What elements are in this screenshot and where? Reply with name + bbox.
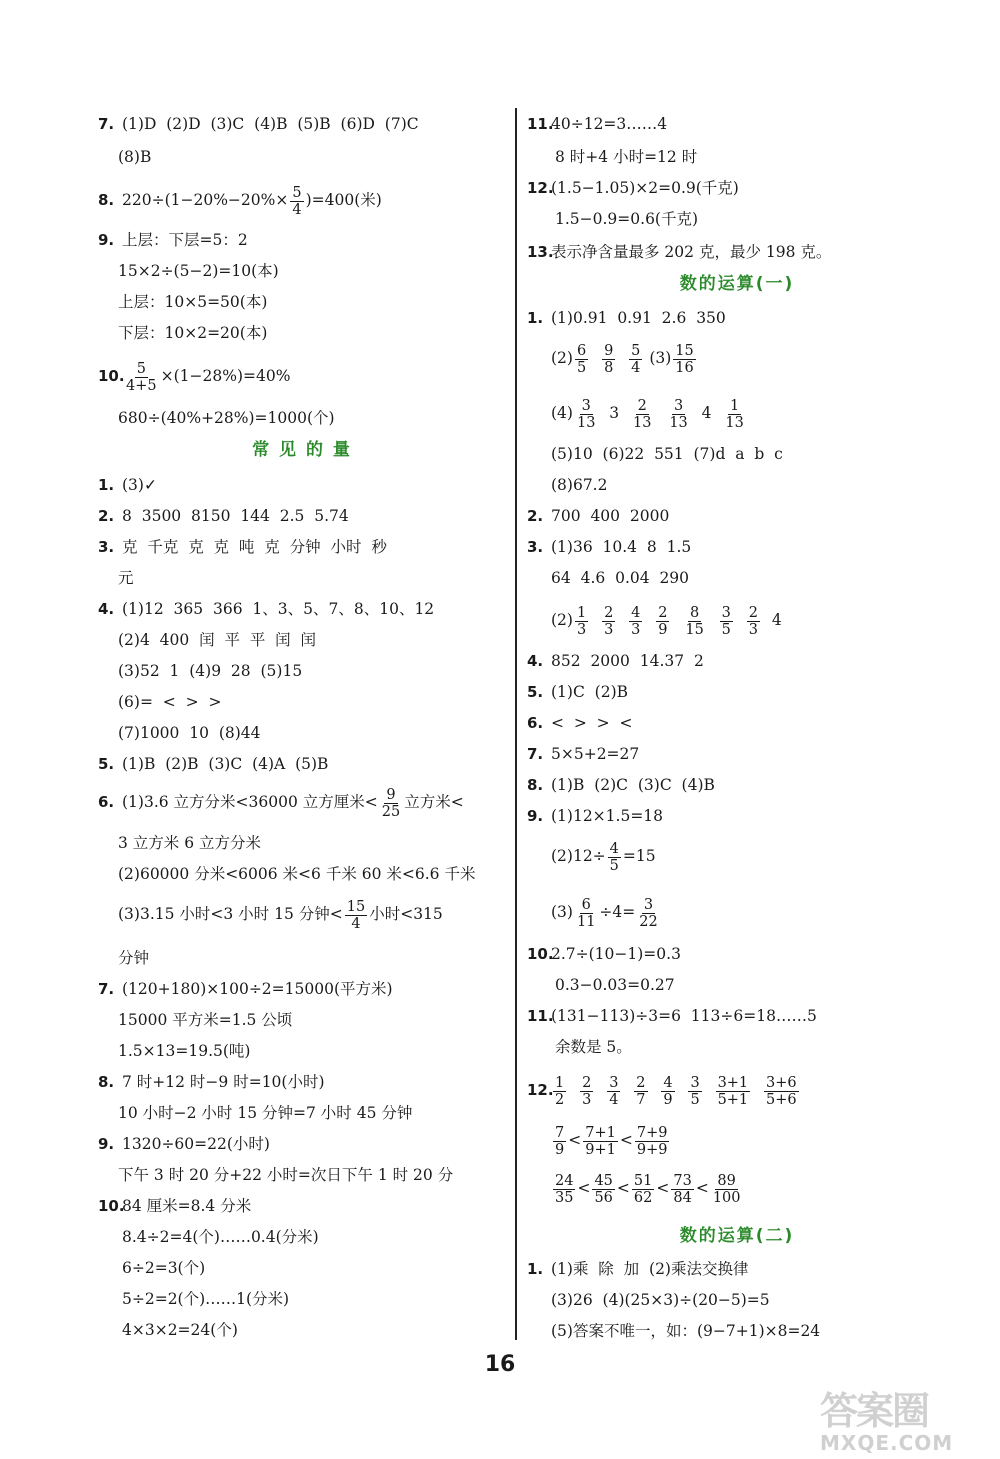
answer-row: 元 — [118, 569, 134, 587]
answer-row: 4. 852 2000 14.37 2 — [527, 652, 704, 670]
fraction — [607, 1075, 620, 1108]
numerator: 1 — [576, 604, 587, 621]
answer-row: 8. 7 时+12 时−9 时=10(小时) — [98, 1073, 325, 1091]
section-title: 常 见 的 量 — [252, 440, 352, 460]
denominator: 62 — [633, 1189, 653, 1206]
fraction — [592, 1173, 614, 1206]
fraction: $\frac{6}{11}$ — [576, 896, 596, 930]
answer-row: 8. 220÷(1−20%−20%× $\frac{5}{4}$ )=400(米) — [98, 184, 382, 218]
denominator: 3 — [582, 1091, 592, 1108]
numerator: 3 — [581, 397, 591, 414]
denominator: 13 — [633, 414, 652, 431]
denominator: 3 — [576, 621, 587, 638]
answer-row: 9. (1)12×1.5=18 — [527, 807, 664, 825]
answer-row: (6)= < > > — [118, 693, 222, 711]
answer-row: (7)1000 10 (8)44 — [118, 724, 261, 742]
fraction — [631, 398, 653, 431]
fraction — [673, 343, 695, 376]
fraction — [720, 605, 733, 638]
answer-row: (8)67.2 — [551, 476, 608, 494]
watermark-url: MXQE.COM — [820, 1431, 954, 1455]
denominator: 84 — [673, 1189, 692, 1206]
denominator: 5 — [721, 621, 731, 638]
denominator: 3 — [631, 621, 641, 638]
fraction-group — [573, 342, 644, 376]
numerator: 51 — [633, 1172, 653, 1189]
denominator: 13 — [725, 414, 744, 431]
fraction-group — [551, 1124, 671, 1158]
answer-row: 11.(131−113)÷3=6 113÷6=18……5 — [527, 1007, 817, 1025]
numerator: 3 — [690, 1074, 700, 1091]
answer-row: 1. (1)乘 除 加 (2)乘法交换律 — [527, 1260, 749, 1278]
fraction: $\frac{5}{4+5}$ — [126, 360, 157, 394]
denominator: 100 — [712, 1189, 741, 1206]
answer-row: 1.5−0.9=0.6(千克) — [555, 210, 699, 228]
numerator: 3+1 — [717, 1074, 749, 1091]
numerator: 9 — [604, 342, 614, 359]
fraction — [575, 343, 588, 376]
denominator: 4 — [631, 359, 641, 376]
answer-row: 5÷2=2(个)……1(分米) — [122, 1290, 290, 1308]
numerator: 73 — [673, 1172, 692, 1189]
fraction — [671, 1173, 693, 1206]
answer-row: 6÷2=3(个) — [122, 1259, 206, 1277]
answer-row: 10.84 厘米=8.4 分米 — [98, 1197, 252, 1215]
answer-row: 9. 上层：下层=5：2 — [98, 231, 248, 249]
fraction — [583, 1125, 618, 1158]
answer-row: 5. (1)C (2)B — [527, 683, 629, 701]
answer-row: 15×2÷(5−2)=10(本) — [118, 262, 279, 280]
denominator: 35 — [555, 1189, 574, 1206]
answer-row: 11.40÷12=3……4 — [527, 115, 668, 133]
fraction: $\frac{3}{22}$ — [639, 896, 658, 930]
numerator: 3 — [673, 397, 684, 414]
answer-row: (3) $\frac{6}{11}$ ÷4= $\frac{3}{22}$ — [551, 896, 658, 930]
answer-row: (3)26 (4)(25×3)÷(20−5)=5 — [551, 1291, 770, 1309]
answer-row: 1. (3)✓ — [98, 476, 157, 494]
numerator: 8 — [689, 604, 700, 621]
watermark-logo — [820, 1390, 995, 1455]
answer-row: 3. 克 千克 克 克 吨 克 分钟 小时 秒 — [98, 538, 387, 556]
answer-row: (5)答案不唯一，如：(9−7+1)×8=24 — [551, 1322, 821, 1340]
fraction: $\frac{15}{4}$ — [346, 898, 366, 932]
denominator: 5 — [690, 1091, 700, 1108]
answer-row: 7. 5×5+2=27 — [527, 745, 640, 763]
answer-row: 9. 1320÷60=22(小时) — [98, 1135, 270, 1153]
answer-row: (2)12÷ $\frac{4}{5}$ =15 — [551, 840, 656, 874]
numerator: 7 — [555, 1124, 565, 1141]
numerator: 2 — [636, 1074, 646, 1091]
answer-row: 680÷(40%+28%)=1000(个) — [118, 409, 335, 427]
numerator: 2 — [748, 604, 758, 621]
numerator: 5 — [631, 342, 641, 359]
answer-row: (3)52 1 (4)9 28 (5)15 — [118, 662, 303, 680]
denominator: 9 — [663, 1091, 673, 1108]
fraction — [632, 1173, 654, 1206]
answer-row — [551, 1171, 745, 1205]
answer-row: 2. 700 400 2000 — [527, 507, 670, 525]
fraction — [667, 398, 689, 431]
answer-row: 6. (1)3.6 立方分米<36000 立方厘米< $\frac{9}{25}$ 立方米< — [98, 786, 464, 820]
answer-row: 10 小时−2 小时 15 分钟=7 小时 45 分钟 — [118, 1104, 413, 1122]
fraction — [575, 605, 588, 638]
denominator: 15 — [685, 621, 704, 638]
answer-row: (8)B — [118, 148, 152, 166]
fraction — [575, 398, 597, 431]
denominator: 56 — [594, 1189, 613, 1206]
numerator: 1 — [729, 397, 740, 414]
fraction — [711, 1173, 743, 1206]
answer-row: 10.2.7÷(10−1)=0.3 — [527, 945, 681, 963]
fraction: $\frac{4}{5}$ — [609, 840, 619, 874]
fraction-group — [721, 397, 747, 431]
column-divider — [515, 108, 517, 1340]
answer-row: 余数是 5。 — [555, 1038, 632, 1056]
answer-row: 分钟 — [118, 949, 150, 967]
fraction — [747, 605, 760, 638]
numerator: 4 — [663, 1074, 673, 1091]
fraction: $\frac{9}{25}$ — [381, 786, 401, 820]
denominator: 9 — [658, 621, 668, 638]
answer-row: 12. $\frac{1}{2}$ $\frac{2}{3}$ $\frac{3}{4}$ $\frac{2}{7}$ $\frac{4}{9}$ $\frac{3}{5}$ $\frac{3+1}{5+1}$ $\frac{3+6}{5+6}$ — [527, 1073, 801, 1107]
denominator: 3 — [748, 621, 758, 638]
answer-row: 下层：10×2=20(本) — [118, 324, 268, 342]
answer-row: (2) $\frac{6}{5}$ $\frac{9}{8}$ $\frac{5}{4}$ (3) $\frac{15}{16}$ — [551, 341, 698, 375]
fraction — [629, 343, 642, 376]
fraction — [602, 605, 615, 638]
numerator: 7+1 — [585, 1124, 616, 1141]
fraction-group — [551, 1172, 745, 1206]
numerator: 3 — [721, 604, 731, 621]
numerator: 89 — [717, 1172, 736, 1189]
fraction — [634, 1075, 647, 1108]
denominator: 13 — [576, 414, 596, 431]
denominator: 5 — [576, 359, 587, 376]
denominator: 7 — [636, 1091, 646, 1108]
page-number: 16 — [484, 1352, 516, 1377]
numerator: 15 — [675, 342, 694, 359]
watermark-text: 答案圈 — [820, 1389, 929, 1433]
answer-row: 8.4÷2=4(个)……0.4(分米) — [122, 1228, 319, 1246]
answer-row: (4) $\frac{3}{13}$ 3 $\frac{2}{13}$ $\frac{3}{13}$ 4 $\frac{1}{13}$ — [551, 396, 748, 430]
fraction — [688, 1075, 701, 1108]
answer-row: 12.(1.5−1.05)×2=0.9(千克) — [527, 179, 739, 197]
fraction — [629, 605, 642, 638]
numerator: 3+6 — [766, 1074, 797, 1091]
fraction — [602, 343, 615, 376]
answer-row: (2)4 400 闰 平 平 闰 闰 — [118, 631, 317, 649]
denominator: 3 — [604, 621, 614, 638]
fraction — [656, 605, 669, 638]
denominator: 2 — [555, 1091, 565, 1108]
fraction-group — [629, 397, 692, 431]
fraction — [553, 1173, 575, 1206]
denominator: 9+9 — [636, 1141, 668, 1158]
answer-row: (3)3.15 小时<3 小时 15 分钟< $\frac{15}{4}$ 小时<315 — [118, 898, 443, 932]
fraction — [635, 1125, 670, 1158]
answer-row: 4. (1)12 365 366 1、3、5、7、8、10、12 — [98, 600, 435, 618]
numerator: 2 — [658, 604, 668, 621]
denominator: 4 — [609, 1091, 619, 1108]
answer-row: (2) $\frac{1}{3}$ $\frac{2}{3}$ $\frac{4}{3}$ $\frac{2}{9}$ $\frac{8}{15}$ $\frac{3}{5}$ $\frac{2}{3}$ 4 — [551, 604, 782, 638]
numerator: 2 — [637, 397, 647, 414]
answer-row: 3 立方米 6 立方分米 — [118, 834, 262, 852]
answer-row: (2)60000 分米<6006 米<6 千米 60 米<6.6 千米 — [118, 865, 476, 883]
less-than-sign: < — [656, 1179, 670, 1197]
less-than-sign: < — [695, 1179, 709, 1197]
numerator: 1 — [555, 1074, 565, 1091]
fraction — [553, 1125, 566, 1158]
answer-row: 3. (1)36 10.4 8 1.5 — [527, 538, 692, 556]
answer-row: 5. (1)B (2)B (3)C (4)A (5)B — [98, 755, 329, 773]
numerator: 4 — [631, 604, 641, 621]
denominator: 5+1 — [717, 1091, 749, 1108]
fraction — [683, 605, 705, 638]
answer-row: 4×3×2=24(个) — [122, 1321, 238, 1339]
answer-row: 2. 8 3500 8150 144 2.5 5.74 — [98, 507, 349, 525]
less-than-sign: < — [577, 1179, 591, 1197]
fraction-group — [573, 397, 599, 431]
numerator: 45 — [594, 1172, 613, 1189]
fraction-group — [671, 342, 697, 376]
numerator: 24 — [555, 1172, 574, 1189]
numerator: 6 — [576, 342, 587, 359]
answer-row: 7. (120+180)×100÷2=15000(平方米) — [98, 980, 393, 998]
answer-row: 10. $\frac{5}{4+5}$ ×(1−28%)=40% — [98, 360, 291, 394]
section-title: 数的运算(二) — [679, 1226, 795, 1246]
answer-row: 15000 平方米=1.5 公顷 — [118, 1011, 293, 1029]
fraction — [553, 1075, 566, 1108]
answer-row: 6. < > > < — [527, 714, 633, 732]
answer-row: (5)10 (6)22 551 (7)d a b c — [551, 445, 783, 463]
fraction — [661, 1075, 674, 1108]
fraction — [723, 398, 745, 431]
section-title: 数的运算(一) — [679, 274, 795, 294]
denominator: 8 — [604, 359, 614, 376]
fraction: $\frac{5}{4}$ — [292, 184, 302, 218]
denominator: 9 — [555, 1141, 565, 1158]
fraction — [716, 1075, 751, 1108]
answer-row: 下午 3 时 20 分+22 小时=次日下午 1 时 20 分 — [118, 1166, 454, 1184]
answer-row — [551, 1123, 671, 1157]
less-than-sign: < — [568, 1131, 582, 1149]
answer-row: 8 时+4 小时=12 时 — [555, 148, 698, 166]
denominator: 16 — [675, 359, 694, 376]
answer-row: 0.3−0.03=0.27 — [555, 976, 675, 994]
answer-row: 上层：10×5=50(本) — [118, 293, 268, 311]
numerator: 7+9 — [636, 1124, 668, 1141]
answer-row: 8. (1)B (2)C (3)C (4)B — [527, 776, 715, 794]
answer-row: 64 4.6 0.04 290 — [551, 569, 690, 587]
fraction — [580, 1075, 593, 1108]
numerator: 2 — [582, 1074, 592, 1091]
denominator: 9+1 — [585, 1141, 616, 1158]
less-than-sign: < — [619, 1131, 633, 1149]
answer-row: 7. (1)D (2)D (3)C (4)B (5)B (6)D (7)C — [98, 115, 419, 133]
less-than-sign: < — [616, 1179, 630, 1197]
fraction — [764, 1075, 799, 1108]
answer-row: 13.表示净含量最多 202 克，最少 198 克。 — [527, 243, 832, 261]
denominator: 13 — [669, 414, 688, 431]
numerator: 3 — [609, 1074, 619, 1091]
denominator: 5+6 — [766, 1091, 797, 1108]
numerator: 2 — [604, 604, 614, 621]
answer-row: 1. (1)0.91 0.91 2.6 350 — [527, 309, 726, 327]
answer-row: 1.5×13=19.5(吨) — [118, 1042, 251, 1060]
